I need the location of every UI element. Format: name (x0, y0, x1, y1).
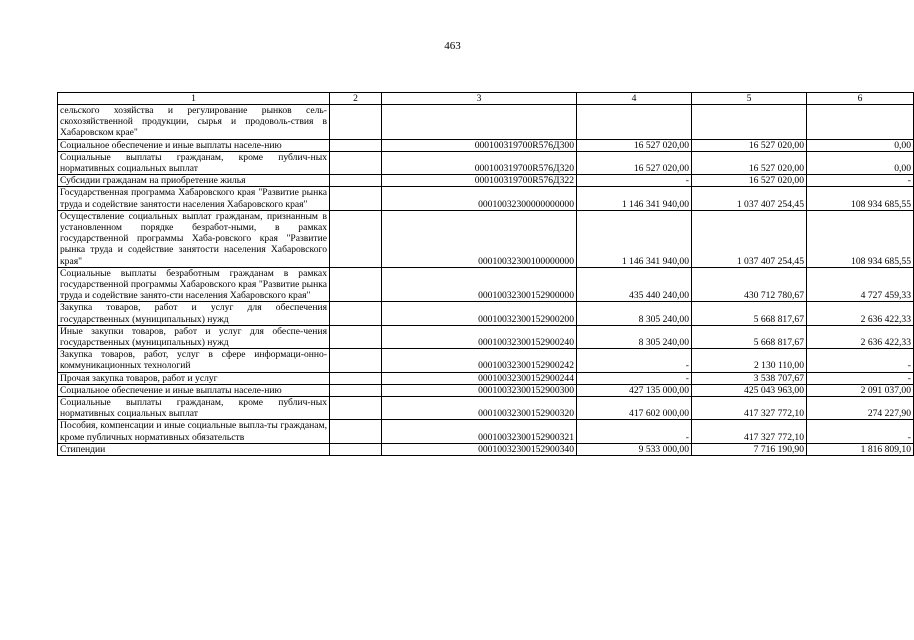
row-code-cell: 00010032300152900200 (382, 302, 577, 325)
row-col2-cell (330, 139, 382, 151)
row-col5-value: 1 037 407 254,45 (692, 210, 807, 267)
row-col5-value: 5 668 817,67 (692, 302, 807, 325)
row-col5-value: 417 327 772,10 (692, 420, 807, 443)
row-col2-cell (330, 151, 382, 174)
row-col4-value (577, 105, 692, 140)
budget-table (57, 92, 914, 456)
row-code-cell: 000100319700R576Д300 (382, 139, 577, 151)
row-col5-value: 5 668 817,67 (692, 325, 807, 348)
row-name-cell: Осуществление социальных выплат гражданам, признанным в установленном порядке безработ-ными, в рамках государственной программы Хаба-ровского края "Развитие рынка труда и содействие занятости населения Хабаровского края" (58, 210, 330, 267)
row-col4-value: 435 440 240,00 (577, 267, 692, 302)
column-header: 4 (577, 93, 692, 105)
column-header: 6 (807, 93, 914, 105)
row-col6-value: 0,00 (807, 151, 914, 174)
table-row (58, 372, 914, 384)
row-code-cell: 00010032300152900340 (382, 443, 577, 455)
row-name-cell: Закупка товаров, работ и услуг для обеспечения государственных (муниципальных) нужд (58, 302, 330, 325)
column-header: 2 (330, 93, 382, 105)
table-row (58, 139, 914, 151)
row-col4-value: - (577, 420, 692, 443)
row-col6-value: 108 934 685,55 (807, 187, 914, 210)
row-col5-value: 16 527 020,00 (692, 151, 807, 174)
row-col2-cell (330, 210, 382, 267)
row-col2-cell (330, 384, 382, 396)
row-col2-cell (330, 325, 382, 348)
row-code-cell: 00010032300152900000 (382, 267, 577, 302)
table-row (58, 349, 914, 372)
row-col4-value: 417 602 000,00 (577, 397, 692, 420)
row-col5-value: 1 037 407 254,45 (692, 187, 807, 210)
table-row (58, 420, 914, 443)
row-col2-cell (330, 105, 382, 140)
row-col6-value: 0,00 (807, 139, 914, 151)
row-col2-cell (330, 420, 382, 443)
row-code-cell: 00010032300152900244 (382, 372, 577, 384)
row-col6-value: - (807, 420, 914, 443)
row-name-cell: Социальные выплаты безработным гражданам в рамках государственной программы Хабаровского края "Развитие рынка труда и содействие занято-сти населения Хабаровского края" (58, 267, 330, 302)
table-row (58, 443, 914, 455)
table-row (58, 175, 914, 187)
row-col6-value: 2 636 422,33 (807, 302, 914, 325)
column-header: 5 (692, 93, 807, 105)
row-col6-value: 108 934 685,55 (807, 210, 914, 267)
row-col5-value: 430 712 780,67 (692, 267, 807, 302)
row-name-cell: Прочая закупка товаров, работ и услуг (58, 372, 330, 384)
row-col5-value: 16 527 020,00 (692, 139, 807, 151)
row-col4-value: 1 146 341 940,00 (577, 187, 692, 210)
row-col2-cell (330, 397, 382, 420)
row-code-cell: 00010032300152900321 (382, 420, 577, 443)
row-col4-value: 8 305 240,00 (577, 302, 692, 325)
row-name-cell: Социальные выплаты гражданам, кроме публич-ных нормативных социальных выплат (58, 151, 330, 174)
budget-table-body (58, 93, 914, 456)
row-name-cell: сельского хозяйства и регулирование рынков сель-скохозяйственной продукции, сырья и продоволь-ствия в Хабаровском крае" (58, 105, 330, 140)
row-col6-value: 2 091 037,00 (807, 384, 914, 396)
row-col2-cell (330, 372, 382, 384)
row-col4-value: 427 135 000,00 (577, 384, 692, 396)
row-col4-value: 8 305 240,00 (577, 325, 692, 348)
table-row (58, 397, 914, 420)
table-row (58, 384, 914, 396)
row-code-cell: 00010032300000000000 (382, 187, 577, 210)
row-col4-value: - (577, 349, 692, 372)
row-col4-value: 9 533 000,00 (577, 443, 692, 455)
table-row (58, 151, 914, 174)
column-header: 1 (58, 93, 330, 105)
table-row (58, 187, 914, 210)
row-col5-value (692, 105, 807, 140)
row-col4-value: - (577, 372, 692, 384)
table-row (58, 325, 914, 348)
table-row (58, 105, 914, 140)
page-number: 463 (444, 40, 461, 52)
row-code-cell: 00010032300152900240 (382, 325, 577, 348)
row-col4-value: 16 527 020,00 (577, 139, 692, 151)
row-col2-cell (330, 175, 382, 187)
row-col2-cell (330, 349, 382, 372)
row-col4-value: 16 527 020,00 (577, 151, 692, 174)
row-col6-value: - (807, 372, 914, 384)
row-name-cell: Стипендии (58, 443, 330, 455)
row-col6-value: 274 227,90 (807, 397, 914, 420)
column-header: 3 (382, 93, 577, 105)
row-name-cell: Социальные выплаты гражданам, кроме публич-ных нормативных социальных выплат (58, 397, 330, 420)
row-col6-value: - (807, 349, 914, 372)
row-name-cell: Закупка товаров, работ, услуг в сфере информаци-онно-коммуникационных технологий (58, 349, 330, 372)
row-name-cell: Социальное обеспечение и иные выплаты населе-нию (58, 384, 330, 396)
row-code-cell: 00010032300100000000 (382, 210, 577, 267)
row-col5-value: 2 130 110,00 (692, 349, 807, 372)
row-col6-value: 1 816 809,10 (807, 443, 914, 455)
row-col2-cell (330, 267, 382, 302)
row-name-cell: Государственная программа Хабаровского края "Развитие рынка труда и содействие занятости населения Хабаровского края" (58, 187, 330, 210)
row-col2-cell (330, 302, 382, 325)
row-col2-cell (330, 187, 382, 210)
row-code-cell: 00010032300152900320 (382, 397, 577, 420)
row-code-cell: 000100319700R576Д320 (382, 151, 577, 174)
row-col5-value: 7 716 190,90 (692, 443, 807, 455)
row-code-cell (382, 105, 577, 140)
row-col5-value: 417 327 772,10 (692, 397, 807, 420)
row-name-cell: Пособия, компенсации и иные социальные выпла-ты гражданам, кроме публичных нормативных обязательств (58, 420, 330, 443)
row-col6-value: 2 636 422,33 (807, 325, 914, 348)
table-row (58, 302, 914, 325)
row-col6-value (807, 105, 914, 140)
row-code-cell: 000100319700R576Д322 (382, 175, 577, 187)
row-col6-value: - (807, 175, 914, 187)
row-col5-value: 16 527 020,00 (692, 175, 807, 187)
row-code-cell: 00010032300152900242 (382, 349, 577, 372)
row-col5-value: 425 043 963,00 (692, 384, 807, 396)
table-row (58, 267, 914, 302)
row-col4-value: 1 146 341 940,00 (577, 210, 692, 267)
row-col2-cell (330, 443, 382, 455)
row-code-cell: 00010032300152900300 (382, 384, 577, 396)
row-col4-value: - (577, 175, 692, 187)
row-col6-value: 4 727 459,33 (807, 267, 914, 302)
row-name-cell: Субсидии гражданам на приобретение жилья (58, 175, 330, 187)
row-col5-value: 3 538 707,67 (692, 372, 807, 384)
row-name-cell: Иные закупки товаров, работ и услуг для обеспе-чения государственных (муниципальных) нужд (58, 325, 330, 348)
row-name-cell: Социальное обеспечение и иные выплаты населе-нию (58, 139, 330, 151)
table-row (58, 210, 914, 267)
column-number-row (58, 93, 914, 105)
